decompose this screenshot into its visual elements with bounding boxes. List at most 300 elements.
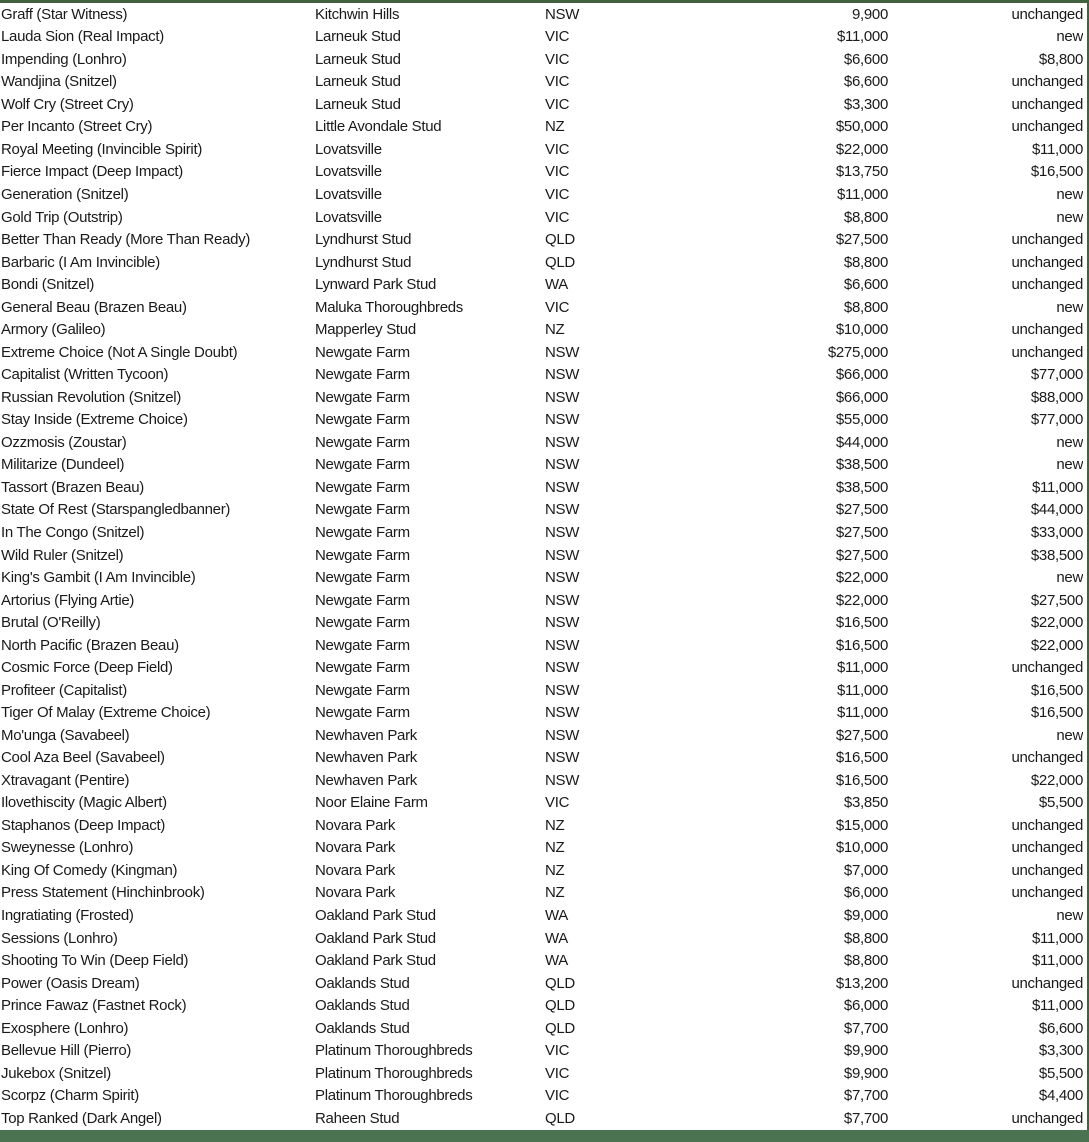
stallion-cell: Press Statement (Hinchinbrook) <box>1 884 205 902</box>
state-cell: VIC <box>545 298 570 316</box>
stud-cell: Oaklands Stud <box>315 997 410 1015</box>
stud-cell: Newgate Farm <box>315 569 410 587</box>
stallion-cell: Artorius (Flying Artie) <box>1 591 135 609</box>
change-cell: $11,000 <box>1031 929 1083 947</box>
fee-cell: $22,000 <box>835 140 888 158</box>
table-row <box>0 499 1087 522</box>
stallion-cell: Bondi (Snitzel) <box>1 276 95 294</box>
stallion-cell: Armory (Galileo) <box>1 321 106 339</box>
stallion-cell: Top Ranked (Dark Angel) <box>1 1109 162 1127</box>
change-cell: $77,000 <box>1030 411 1083 429</box>
fee-cell: $55,000 <box>835 411 888 429</box>
fee-cell: $10,000 <box>835 321 888 339</box>
table-row <box>0 206 1087 229</box>
change-cell: new <box>1056 907 1083 925</box>
change-cell: unchanged <box>1011 861 1083 879</box>
stud-cell: Newgate Farm <box>315 411 410 429</box>
stud-cell: Lovatsville <box>315 186 382 204</box>
table-row <box>0 386 1087 409</box>
stud-cell: Newhaven Park <box>315 726 417 744</box>
stud-cell: Novara Park <box>315 884 396 902</box>
fee-cell: $8,800 <box>843 952 888 970</box>
stud-cell: Noor Elaine Farm <box>315 794 428 812</box>
fee-cell: $16,500 <box>835 771 888 789</box>
table-row <box>0 724 1087 747</box>
stallion-cell: Militarize (Dundeel) <box>1 456 125 474</box>
state-cell: QLD <box>545 1019 575 1037</box>
fee-cell: $7,700 <box>843 1087 888 1105</box>
stallion-cell: Shooting To Win (Deep Field) <box>1 952 189 970</box>
change-cell: $16,500 <box>1030 681 1083 699</box>
stud-cell: Newgate Farm <box>315 704 410 722</box>
state-cell: VIC <box>545 140 570 158</box>
state-cell: NSW <box>545 726 580 744</box>
stallion-cell: Tiger Of Malay (Extreme Choice) <box>1 704 211 722</box>
stud-cell: Mapperley Stud <box>315 321 416 339</box>
change-cell: new <box>1056 186 1083 204</box>
change-cell: $4,400 <box>1038 1087 1083 1105</box>
fee-cell: $11,000 <box>836 704 888 722</box>
stud-cell: Novara Park <box>315 861 396 879</box>
table-row <box>0 251 1087 274</box>
table-row <box>0 701 1087 724</box>
state-cell: VIC <box>545 186 570 204</box>
stallion-cell: King Of Comedy (Kingman) <box>1 861 178 879</box>
stud-cell: Newhaven Park <box>315 771 417 789</box>
table-row <box>0 927 1087 950</box>
change-cell: $77,000 <box>1030 366 1083 384</box>
change-cell: unchanged <box>1011 1109 1083 1127</box>
fee-cell: $6,000 <box>843 997 888 1015</box>
change-cell: unchanged <box>1011 5 1083 23</box>
change-cell: $27,500 <box>1030 591 1083 609</box>
stud-cell: Newgate Farm <box>315 456 410 474</box>
stallion-cell: Royal Meeting (Invincible Spirit) <box>1 140 203 158</box>
state-cell: WA <box>545 907 569 925</box>
table-row <box>0 814 1087 837</box>
table-row <box>0 747 1087 770</box>
change-cell: new <box>1056 456 1083 474</box>
stud-cell: Raheen Stud <box>315 1109 400 1127</box>
stallion-cell: Profiteer (Capitalist) <box>1 681 127 699</box>
fee-cell: $27,500 <box>835 231 888 249</box>
stud-cell: Newgate Farm <box>315 659 410 677</box>
state-cell: NSW <box>545 523 580 541</box>
fee-cell: 9,900 <box>851 5 888 23</box>
state-cell: NZ <box>545 861 565 879</box>
fee-cell: $7,700 <box>843 1109 888 1127</box>
stallion-cell: Cool Aza Beel (Savabeel) <box>1 749 165 767</box>
state-cell: QLD <box>545 231 575 249</box>
state-cell: NSW <box>545 636 580 654</box>
state-cell: NSW <box>545 546 580 564</box>
table-row <box>0 341 1087 364</box>
stud-cell: Little Avondale Stud <box>315 118 442 136</box>
change-cell: unchanged <box>1011 276 1083 294</box>
stud-cell: Newgate Farm <box>315 343 410 361</box>
table-row <box>0 1062 1087 1085</box>
fee-cell: $27,500 <box>835 546 888 564</box>
stallion-cell: Exosphere (Lonhro) <box>1 1019 129 1037</box>
fee-cell: $3,300 <box>843 95 888 113</box>
fee-cell: $38,500 <box>835 478 888 496</box>
stallion-cell: Ozzmosis (Zoustar) <box>1 433 127 451</box>
state-cell: WA <box>545 276 569 294</box>
change-cell: new <box>1056 569 1083 587</box>
stallion-cell: Prince Fawaz (Fastnet Rock) <box>1 997 187 1015</box>
change-cell: $16,500 <box>1030 163 1083 181</box>
stallion-cell: Jukebox (Snitzel) <box>1 1064 111 1082</box>
table-row <box>0 93 1087 116</box>
state-cell: NZ <box>545 839 565 857</box>
table-row <box>0 589 1087 612</box>
stud-cell: Larneuk Stud <box>315 73 401 91</box>
state-cell: QLD <box>545 997 575 1015</box>
fee-cell: $22,000 <box>835 569 888 587</box>
fee-cell: $13,750 <box>835 163 888 181</box>
table-row <box>0 544 1087 567</box>
fee-cell: $11,000 <box>836 186 888 204</box>
stallion-cell: Sweynesse (Lonhro) <box>1 839 134 857</box>
state-cell: NSW <box>545 366 580 384</box>
fee-cell: $8,800 <box>843 253 888 271</box>
state-cell: NSW <box>545 591 580 609</box>
change-cell: unchanged <box>1011 253 1083 271</box>
table-row <box>0 972 1087 995</box>
state-cell: NSW <box>545 343 580 361</box>
stallion-cell: Power (Oasis Dream) <box>1 974 140 992</box>
table-row <box>0 26 1087 49</box>
fee-cell: $6,600 <box>843 73 888 91</box>
stud-cell: Oakland Park Stud <box>315 929 436 947</box>
stallion-cell: Better Than Ready (More Than Ready) <box>1 231 251 249</box>
table-row <box>0 454 1087 477</box>
stallion-cell: Bellevue Hill (Pierro) <box>1 1042 132 1060</box>
fee-cell: $6,000 <box>843 884 888 902</box>
table-row <box>0 837 1087 860</box>
state-cell: NSW <box>545 614 580 632</box>
fee-cell: $9,900 <box>843 1042 888 1060</box>
change-cell: $22,000 <box>1030 771 1083 789</box>
fee-cell: $7,000 <box>843 861 888 879</box>
fee-cell: $27,500 <box>835 523 888 541</box>
change-cell: $44,000 <box>1030 501 1083 519</box>
state-cell: VIC <box>545 50 570 68</box>
state-cell: NSW <box>545 411 580 429</box>
stallion-cell: Cosmic Force (Deep Field) <box>1 659 173 677</box>
stud-cell: Newgate Farm <box>315 478 410 496</box>
stud-cell: Lovatsville <box>315 140 382 158</box>
state-cell: VIC <box>545 95 570 113</box>
fee-cell: $275,000 <box>827 343 888 361</box>
stallion-cell: Graff (Star Witness) <box>1 5 128 23</box>
stallion-cell: General Beau (Brazen Beau) <box>1 298 187 316</box>
state-cell: NZ <box>545 884 565 902</box>
table-row <box>0 611 1087 634</box>
stud-cell: Newgate Farm <box>315 388 410 406</box>
change-cell: new <box>1056 433 1083 451</box>
change-cell: $3,300 <box>1038 1042 1083 1060</box>
stallion-cell: Generation (Snitzel) <box>1 186 129 204</box>
stallion-cell: In The Congo (Snitzel) <box>1 523 145 541</box>
table-row <box>0 409 1087 432</box>
state-cell: NSW <box>545 771 580 789</box>
change-cell: $88,000 <box>1030 388 1083 406</box>
stallion-cell: Barbaric (I Am Invincible) <box>1 253 160 271</box>
stallion-cell: Lauda Sion (Real Impact) <box>1 28 164 46</box>
change-cell: $22,000 <box>1030 614 1083 632</box>
state-cell: VIC <box>545 28 570 46</box>
change-cell: unchanged <box>1011 974 1083 992</box>
stallion-cell: Gold Trip (Outstrip) <box>1 208 123 226</box>
table-row <box>0 634 1087 657</box>
fee-cell: $11,000 <box>836 28 888 46</box>
table-row <box>0 476 1087 499</box>
table-row <box>0 859 1087 882</box>
stallion-cell: Extreme Choice (Not A Single Doubt) <box>1 343 238 361</box>
table-row <box>0 949 1087 972</box>
fee-cell: $13,200 <box>835 974 888 992</box>
change-cell: unchanged <box>1011 321 1083 339</box>
fee-cell: $6,600 <box>843 50 888 68</box>
table-row <box>0 1107 1087 1130</box>
table-row <box>0 273 1087 296</box>
fee-cell: $50,000 <box>835 118 888 136</box>
stud-cell: Larneuk Stud <box>315 28 401 46</box>
stallion-fee-table <box>0 3 1087 1130</box>
change-cell: $33,000 <box>1030 523 1083 541</box>
stallion-cell: North Pacific (Brazen Beau) <box>1 636 179 654</box>
state-cell: VIC <box>545 794 570 812</box>
stud-cell: Lyndhurst Stud <box>315 253 412 271</box>
change-cell: unchanged <box>1011 73 1083 91</box>
state-cell: NSW <box>545 704 580 722</box>
stud-cell: Kitchwin Hills <box>315 5 400 23</box>
stallion-cell: Ilovethiscity (Magic Albert) <box>1 794 167 812</box>
change-cell: unchanged <box>1011 343 1083 361</box>
fee-cell: $16,500 <box>835 636 888 654</box>
stallion-cell: Wolf Cry (Street Cry) <box>1 95 134 113</box>
stud-cell: Newgate Farm <box>315 591 410 609</box>
table-row <box>0 431 1087 454</box>
change-cell: unchanged <box>1011 749 1083 767</box>
fee-cell: $11,000 <box>836 681 888 699</box>
fee-cell: $22,000 <box>835 591 888 609</box>
fee-cell: $44,000 <box>835 433 888 451</box>
stallion-cell: Capitalist (Written Tycoon) <box>1 366 169 384</box>
fee-cell: $8,800 <box>843 208 888 226</box>
stallion-cell: Sessions (Lonhro) <box>1 929 118 947</box>
change-cell: unchanged <box>1011 95 1083 113</box>
state-cell: VIC <box>545 208 570 226</box>
table-row <box>0 1085 1087 1108</box>
table-row <box>0 1039 1087 1062</box>
stud-cell: Novara Park <box>315 816 396 834</box>
stallion-cell: Stay Inside (Extreme Choice) <box>1 411 188 429</box>
fee-cell: $16,500 <box>835 749 888 767</box>
table-row <box>0 679 1087 702</box>
fee-cell: $9,900 <box>843 1064 888 1082</box>
change-cell: $16,500 <box>1030 704 1083 722</box>
change-cell: $22,000 <box>1030 636 1083 654</box>
state-cell: NZ <box>545 321 565 339</box>
state-cell: NSW <box>545 456 580 474</box>
fee-cell: $66,000 <box>835 366 888 384</box>
fee-cell: $8,800 <box>843 298 888 316</box>
state-cell: NSW <box>545 388 580 406</box>
stud-cell: Maluka Thoroughbreds <box>315 298 463 316</box>
state-cell: NZ <box>545 118 565 136</box>
table-row <box>0 656 1087 679</box>
stud-cell: Oaklands Stud <box>315 1019 410 1037</box>
fee-cell: $38,500 <box>835 456 888 474</box>
table-row <box>0 769 1087 792</box>
table-row <box>0 994 1087 1017</box>
state-cell: NSW <box>545 501 580 519</box>
state-cell: NSW <box>545 478 580 496</box>
stud-cell: Oakland Park Stud <box>315 907 436 925</box>
fee-cell: $8,800 <box>843 929 888 947</box>
change-cell: unchanged <box>1011 884 1083 902</box>
stallion-cell: Ingratiating (Frosted) <box>1 907 134 925</box>
table-row <box>0 138 1087 161</box>
table-row <box>0 228 1087 251</box>
change-cell: $6,600 <box>1038 1019 1083 1037</box>
table-row <box>0 566 1087 589</box>
fee-cell: $16,500 <box>835 614 888 632</box>
stud-cell: Novara Park <box>315 839 396 857</box>
change-cell: $11,000 <box>1031 478 1083 496</box>
state-cell: WA <box>545 952 569 970</box>
state-cell: QLD <box>545 1109 575 1127</box>
state-cell: QLD <box>545 253 575 271</box>
table-row <box>0 3 1087 26</box>
stud-cell: Oakland Park Stud <box>315 952 436 970</box>
stallion-cell: Tassort (Brazen Beau) <box>1 478 144 496</box>
stud-cell: Larneuk Stud <box>315 95 401 113</box>
stallion-cell: Staphanos (Deep Impact) <box>1 816 166 834</box>
stallion-cell: King's Gambit (I Am Invincible) <box>1 569 196 587</box>
fee-cell: $27,500 <box>835 501 888 519</box>
table-row <box>0 792 1087 815</box>
change-cell: unchanged <box>1011 839 1083 857</box>
stud-cell: Newgate Farm <box>315 614 410 632</box>
state-cell: VIC <box>545 73 570 91</box>
table-row <box>0 161 1087 184</box>
stallion-cell: Brutal (O'Reilly) <box>1 614 101 632</box>
fee-cell: $66,000 <box>835 388 888 406</box>
fee-cell: $7,700 <box>843 1019 888 1037</box>
stallion-cell: Scorpz (Charm Spirit) <box>1 1087 139 1105</box>
stallion-cell: Russian Revolution (Snitzel) <box>1 388 182 406</box>
stallion-cell: Wandjina (Snitzel) <box>1 73 117 91</box>
table-row <box>0 521 1087 544</box>
state-cell: NSW <box>545 433 580 451</box>
change-cell: $38,500 <box>1030 546 1083 564</box>
stud-cell: Lyndhurst Stud <box>315 231 412 249</box>
stud-cell: Newgate Farm <box>315 681 410 699</box>
fee-cell: $10,000 <box>835 839 888 857</box>
table-row <box>0 904 1087 927</box>
state-cell: NSW <box>545 569 580 587</box>
state-cell: NSW <box>545 659 580 677</box>
fee-cell: $27,500 <box>835 726 888 744</box>
change-cell: $11,000 <box>1031 140 1083 158</box>
stud-cell: Platinum Thoroughbreds <box>315 1042 473 1060</box>
change-cell: new <box>1056 298 1083 316</box>
stud-cell: Lovatsville <box>315 163 382 181</box>
stallion-cell: Fierce Impact (Deep Impact) <box>1 163 183 181</box>
state-cell: NZ <box>545 816 565 834</box>
change-cell: $11,000 <box>1031 952 1083 970</box>
table-row <box>0 71 1087 94</box>
footer-bar <box>0 1130 1089 1142</box>
stud-cell: Newgate Farm <box>315 501 410 519</box>
change-cell: unchanged <box>1011 816 1083 834</box>
change-cell: $5,500 <box>1038 794 1083 812</box>
change-cell: $8,800 <box>1038 50 1083 68</box>
state-cell: VIC <box>545 1064 570 1082</box>
state-cell: NSW <box>545 681 580 699</box>
table-row <box>0 183 1087 206</box>
fee-cell: $15,000 <box>835 816 888 834</box>
state-cell: VIC <box>545 1087 570 1105</box>
stallion-cell: State Of Rest (Starspangledbanner) <box>1 501 231 519</box>
stud-cell: Lovatsville <box>315 208 382 226</box>
stallion-cell: Mo'unga (Savabeel) <box>1 726 130 744</box>
table-row <box>0 318 1087 341</box>
stud-cell: Newgate Farm <box>315 636 410 654</box>
change-cell: $11,000 <box>1031 997 1083 1015</box>
table-row <box>0 48 1087 71</box>
change-cell: unchanged <box>1011 118 1083 136</box>
state-cell: QLD <box>545 974 575 992</box>
fee-cell: $6,600 <box>843 276 888 294</box>
table-row <box>0 1017 1087 1040</box>
change-cell: unchanged <box>1011 659 1083 677</box>
stud-cell: Newgate Farm <box>315 546 410 564</box>
stallion-cell: Xtravagant (Pentire) <box>1 771 130 789</box>
change-cell: new <box>1056 726 1083 744</box>
table-row <box>0 364 1087 387</box>
fee-cell: $9,000 <box>843 907 888 925</box>
stud-cell: Newhaven Park <box>315 749 417 767</box>
stud-cell: Newgate Farm <box>315 433 410 451</box>
change-cell: $5,500 <box>1038 1064 1083 1082</box>
fee-cell: $3,850 <box>843 794 888 812</box>
change-cell: new <box>1056 28 1083 46</box>
stud-cell: Platinum Thoroughbreds <box>315 1087 473 1105</box>
change-cell: unchanged <box>1011 231 1083 249</box>
state-cell: NSW <box>545 749 580 767</box>
fee-cell: $11,000 <box>836 659 888 677</box>
stud-cell: Newgate Farm <box>315 366 410 384</box>
state-cell: VIC <box>545 1042 570 1060</box>
stallion-cell: Impending (Lonhro) <box>1 50 127 68</box>
stud-cell: Larneuk Stud <box>315 50 401 68</box>
table-row <box>0 296 1087 319</box>
stud-cell: Newgate Farm <box>315 523 410 541</box>
table-row <box>0 116 1087 139</box>
stud-cell: Oaklands Stud <box>315 974 410 992</box>
stud-cell: Lynward Park Stud <box>315 276 437 294</box>
table-row <box>0 882 1087 905</box>
state-cell: NSW <box>545 5 580 23</box>
stallion-cell: Wild Ruler (Snitzel) <box>1 546 124 564</box>
change-cell: new <box>1056 208 1083 226</box>
stallion-cell: Per Incanto (Street Cry) <box>1 118 153 136</box>
stud-cell: Platinum Thoroughbreds <box>315 1064 473 1082</box>
